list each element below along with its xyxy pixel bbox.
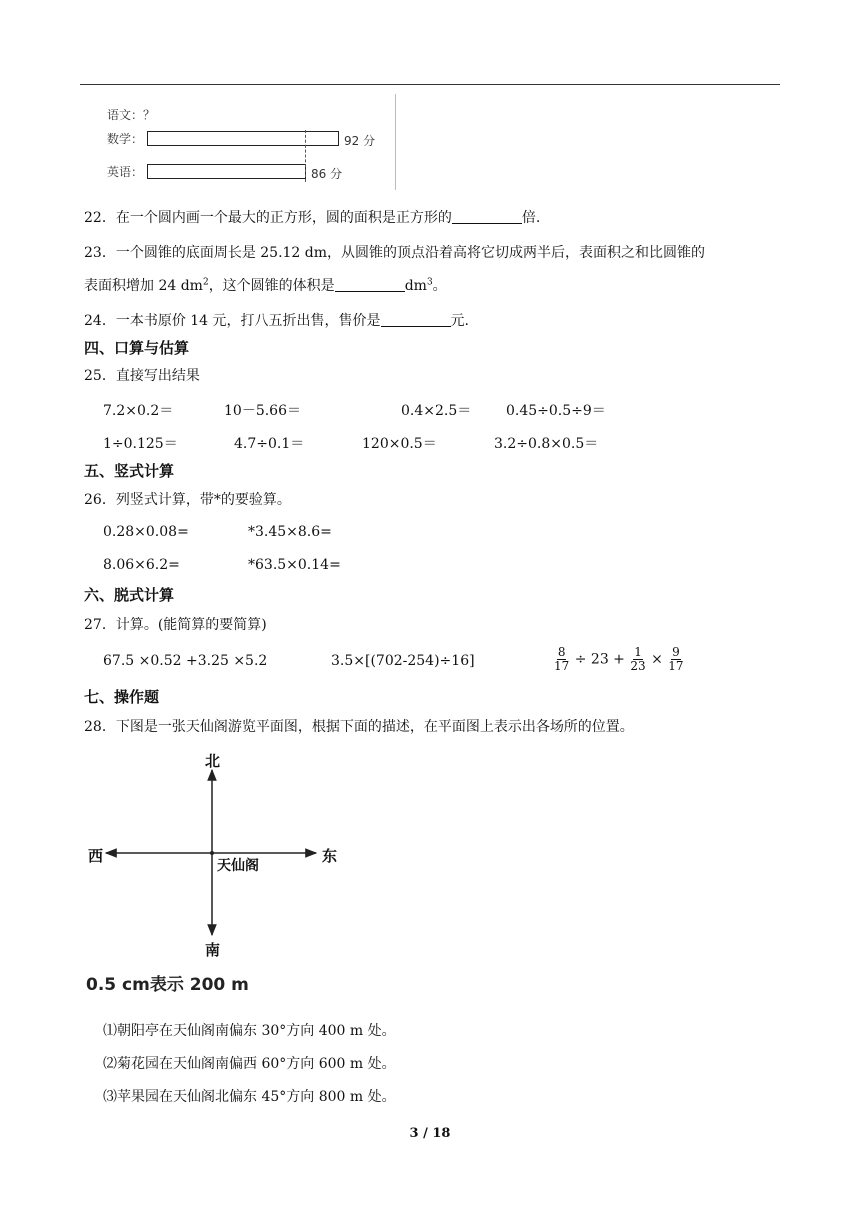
english-score: 86 分 — [311, 167, 343, 181]
operator: ÷ 23 + — [574, 651, 625, 668]
math-label: 数学： — [107, 132, 144, 146]
east-label: 东 — [322, 847, 338, 865]
question-25-title: 25．直接写出结果 — [84, 368, 200, 384]
column-divider — [395, 94, 396, 190]
question-24-text: 24．一本书原价 14 元，打八五折出售，售价是 — [84, 313, 381, 329]
english-label: 英语： — [107, 165, 144, 179]
vertical-calc: 0.28×0.08= — [103, 524, 189, 540]
top-rule — [80, 84, 780, 85]
answer-blank[interactable] — [452, 209, 522, 224]
fraction — [668, 646, 683, 673]
center-label: 天仙阁 — [217, 858, 259, 874]
section-heading-6: 六、脱式计算 — [84, 586, 175, 604]
oral-calc: 0.45÷0.5÷9＝ — [506, 403, 606, 419]
compass-map — [78, 745, 358, 955]
west-label: 西 — [88, 847, 104, 865]
numerator: 8 — [557, 645, 566, 659]
oral-calc: 120×0.5＝ — [362, 436, 437, 452]
q23-text-b: ，这个圆锥的体积是 — [208, 278, 335, 294]
expression-1: 67.5 ×0.52 +3.25 ×5.2 — [103, 653, 268, 669]
q23-text-a: 表面积增加 24 dm — [84, 278, 203, 294]
chinese-label: 语文：？ — [107, 108, 156, 122]
south-label: 南 — [205, 941, 221, 959]
question-27-title: 27．计算。(能简算的要简算) — [84, 617, 267, 633]
task-item: ⑴朝阳亭在天仙阁南偏东 30°方向 400 m 处。 — [103, 1023, 396, 1039]
math-bar — [147, 131, 339, 146]
section-heading-7: 七、操作题 — [84, 688, 160, 706]
fraction — [630, 646, 645, 673]
question-23-line1: 23．一个圆锥的底面周长是 25.12 dm，从圆锥的顶点沿着高将它切成两半后，表面积之和比圆锥的 — [84, 245, 706, 261]
question-28-title: 28．下图是一张天仙阁游览平面图，根据下面的描述，在平面图上表示出各场所的位置。 — [84, 719, 634, 735]
math-score: 92 分 — [344, 134, 376, 148]
answer-blank[interactable] — [381, 312, 451, 327]
fraction — [554, 646, 569, 673]
q23-unit: dm — [404, 278, 427, 294]
oral-calc: 7.2×0.2＝ — [103, 403, 174, 419]
oral-calc: 4.7÷0.1＝ — [234, 436, 305, 452]
oral-calc: 3.2÷0.8×0.5＝ — [494, 436, 599, 452]
q23-sup-squared: 2 — [202, 277, 209, 288]
section-heading-4: 四、口算与估算 — [84, 339, 190, 357]
page-number: 3 / 18 — [409, 1126, 451, 1141]
vertical-calc: *3.45×8.6= — [248, 524, 332, 540]
numerator: 9 — [672, 645, 680, 659]
oral-calc: 10－5.66＝ — [224, 403, 301, 419]
oral-calc: 1÷0.125＝ — [103, 436, 178, 452]
vertical-calc: *63.5×0.14= — [248, 557, 341, 573]
answer-blank[interactable] — [335, 277, 405, 292]
expression-2: 3.5×[(702-254)÷16] — [331, 653, 475, 669]
expression-3 — [553, 646, 685, 673]
question-24 — [84, 310, 469, 330]
numerator: 1 — [634, 645, 642, 659]
section-heading-5: 五、竖式计算 — [84, 462, 175, 480]
oral-calc: 0.4×2.5＝ — [401, 403, 472, 419]
dashed-guide — [305, 130, 306, 182]
question-24-suffix: 元. — [450, 313, 469, 329]
denominator: 23 — [630, 659, 646, 673]
denominator: 17 — [554, 659, 570, 673]
task-item: ⑶苹果园在天仙阁北偏东 45°方向 800 m 处。 — [103, 1089, 396, 1105]
vertical-calc: 8.06×6.2= — [103, 557, 180, 573]
task-item: ⑵菊花园在天仙阁南偏西 60°方向 600 m 处。 — [103, 1056, 396, 1072]
north-label: 北 — [205, 752, 221, 770]
question-22 — [84, 207, 540, 227]
question-26-title: 26．列竖式计算，带*的要验算。 — [84, 492, 291, 508]
q23-sup-cubed: 3 — [426, 277, 433, 288]
q23-end: 。 — [432, 278, 447, 294]
scale-label: 0.5 cm表示 200 m — [86, 975, 249, 995]
english-bar — [147, 164, 306, 179]
denominator: 17 — [668, 659, 684, 673]
origin-point — [210, 851, 214, 855]
question-22-text: 22．在一个圆内画一个最大的正方形，圆的面积是正方形的 — [84, 210, 452, 226]
question-23-line2 — [84, 275, 447, 295]
operator: × — [651, 651, 663, 668]
question-22-suffix: 倍. — [521, 210, 541, 226]
